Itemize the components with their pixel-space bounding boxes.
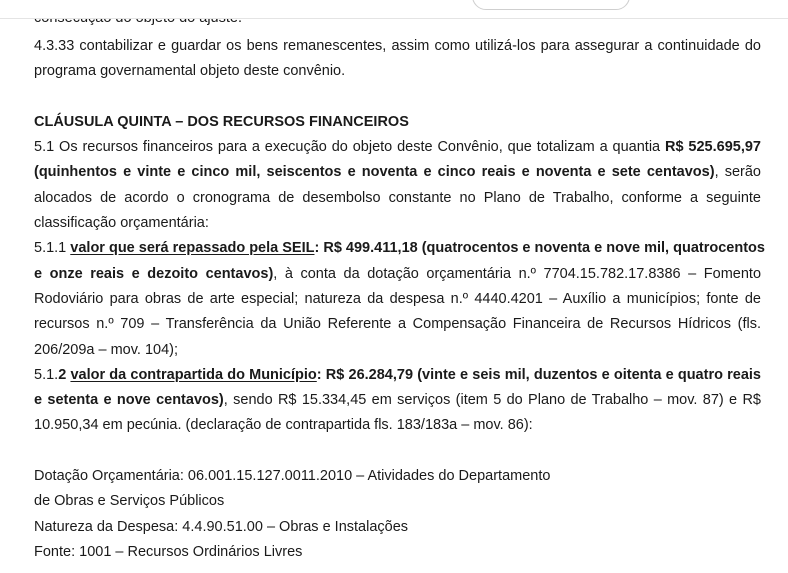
text: , sendo R$ 15.334,45 em serviços (item 5 do Plano de Trabalho – mov. 87) e R$	[223, 392, 761, 409]
text: , serão	[714, 164, 761, 181]
total-amount: R$ 525.695,97	[665, 139, 761, 156]
paragraph-5-1-line-2	[34, 160, 761, 185]
colon: :	[316, 366, 322, 383]
total-amount-words: (quinhentos e vinte e cinco mil, seiscentos e noventa e cinco reais e noventa e sete centavos)	[34, 164, 715, 181]
paragraph-5-1-2-line-1	[34, 363, 761, 388]
paragraph-5-1-line-3: alocados de acordo o cronograma de desembolso constante no Plano de Trabalho, conforme a seguinte	[34, 189, 761, 206]
paragraph-5-1-2-line-2	[34, 388, 761, 413]
text: 5.1 Os recursos financeiros para a execução do objeto deste Convênio, que totalizam a quantia	[34, 139, 665, 156]
item-number: 5.1.1	[34, 240, 67, 257]
paragraph-5-1-1-line-3: Rodoviário para obras de arte especial; natureza da despesa n.º 4440.4201 – Auxílio a municípios; fonte de	[34, 290, 761, 307]
item-number: 5.1.	[34, 366, 59, 383]
paragraph-5-1-line-4: classificação orçamentária:	[34, 215, 209, 232]
dotacao-line-1: Dotação Orçamentária: 06.001.15.127.0011.2010 – Atividades do Departamento	[34, 468, 551, 485]
paragraph-5-1-1-line-1	[34, 236, 765, 261]
paragraph-4-3-33-line-2: programa governamental objeto deste convênio.	[34, 63, 346, 80]
spacer	[34, 439, 761, 464]
natureza-line: Natureza da Despesa: 4.4.90.51.00 – Obras e Instalações	[34, 518, 409, 535]
fonte-line: Fonte: 1001 – Recursos Ordinários Livres	[34, 543, 303, 560]
clause-heading: CLÁUSULA QUINTA – DOS RECURSOS FINANCEIROS	[34, 113, 409, 130]
counterpart-amount: R$ 26.284,79 (vinte e seis mil, duzentos e oitenta e quatro reais	[321, 366, 761, 383]
seil-amount-words: e onze reais e dezoito centavos)	[34, 265, 274, 282]
paragraph-5-1-2-line-3: 10.950,34 em pecúnia. (declaração de contrapartida fls. 183/183a – mov. 86):	[34, 417, 533, 434]
paragraph-5-1-1-line-2	[34, 262, 761, 287]
colon: :	[314, 240, 320, 257]
item-number-bold: 2	[58, 366, 67, 383]
text: , à conta da dotação orçamentária n.º 7704.15.782.17.8386 – Fomento	[273, 265, 762, 282]
paragraph-5-1-line-1	[34, 135, 761, 160]
paragraph-4-3-33-line-1: 4.3.33 contabilizar e guardar os bens remanescentes, assim como utilizá-los para assegurar a continuidade do	[34, 38, 761, 54]
viewer-top-bar	[0, 0, 788, 19]
paragraph-5-1-1-line-4: recursos n.º 709 – Transferência da União Referente a Compensação Financeira de Recursos Hídricos (fls.	[34, 316, 761, 333]
underlined-label: valor que será repassado pela SEIL	[70, 240, 315, 257]
underlined-label: valor da contrapartida do Município	[70, 366, 317, 383]
counterpart-amount-words: e setenta e nove centavos)	[34, 392, 224, 409]
dotacao-line-2: de Obras e Serviços Públicos	[34, 493, 225, 510]
seil-amount: R$ 499.411,18 (quatrocentos e noventa e nove mil, quatrocentos	[319, 240, 765, 257]
spacer	[34, 85, 761, 110]
paragraph-5-1-1-line-5: 206/209a – mov. 104);	[34, 341, 179, 358]
document-page	[34, 34, 765, 565]
viewer-toolbar-pill[interactable]	[472, 0, 630, 10]
